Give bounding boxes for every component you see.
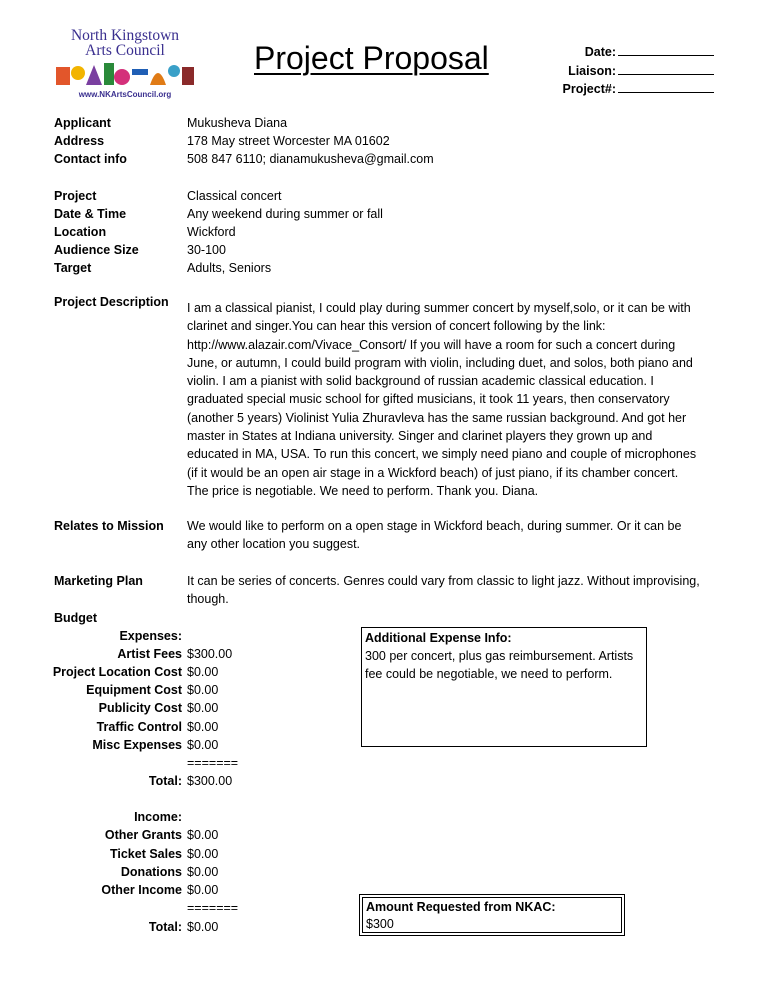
address-value: 178 May street Worcester MA 01602 xyxy=(187,134,390,148)
liaison-field xyxy=(514,62,714,78)
expenses-total-value: $300.00 xyxy=(187,774,233,788)
location-value: Wickford xyxy=(187,225,236,239)
mission-line: any other location you suggest. xyxy=(187,537,361,552)
description-line: (another 5 years) Violinist Yulia Zhuravleva has the same russian background. And got her xyxy=(187,410,687,425)
description-line: clarinet and singer.You can hear this version of concert following by the link: xyxy=(187,319,606,334)
amount-requested-value: $300 xyxy=(366,917,394,931)
income-total-value: $0.00 xyxy=(187,920,219,934)
additional-expense-label: Additional Expense Info: xyxy=(365,631,512,645)
income-value-ticket-sales: $0.00 xyxy=(187,847,219,861)
expense-value-misc: $0.00 xyxy=(187,738,219,752)
project-value: Classical concert xyxy=(187,189,282,203)
description-line: educated in MA, USA. To run this concert, we simply need piano and couple of microphones xyxy=(187,447,697,462)
marketing-line: It can be series of concerts. Genres could vary from classic to light jazz. Without improvising, xyxy=(187,574,700,588)
income-value-donations: $0.00 xyxy=(187,865,219,879)
description-line: June, or autumn, I could build program with violin, including duet, and solos, both piano and xyxy=(187,355,693,370)
expense-label-equipment-cost: Equipment Cost xyxy=(86,683,182,697)
address-label: Address xyxy=(54,134,105,148)
expense-value-artist-fees: $300.00 xyxy=(187,647,233,661)
description-line: The price is negotiable. We need to perform. Thank you. Diana. xyxy=(187,483,539,498)
applicant-label: Applicant xyxy=(54,116,111,130)
income-label-donations: Donations xyxy=(120,865,182,879)
page-title: Project Proposal xyxy=(254,40,489,76)
description-line: master in States at Indiana university. Singer and clarinet players they grown up and xyxy=(187,429,653,444)
expense-value-traffic-control: $0.00 xyxy=(187,720,219,734)
mission-label: Relates to Mission xyxy=(54,519,164,533)
project-label: Project xyxy=(54,189,97,203)
logo-line-1: North Kingstown xyxy=(70,27,180,44)
audience-value: 30-100 xyxy=(187,243,226,257)
description-line: (if it would be an open air stage in a Wickford beach) of just piano, if its chamber concert. xyxy=(187,465,679,480)
contact-value: 508 847 6110; dianamukusheva@gmail.com xyxy=(187,152,434,166)
income-value-other-income: $0.00 xyxy=(187,883,219,897)
expenses-label: Expenses: xyxy=(119,629,182,643)
mission-text xyxy=(187,517,711,554)
description-line: graduated special music school for gifted musicians, it took 11 years, then conservatory xyxy=(187,392,670,407)
project-number-blank xyxy=(618,80,714,93)
mission-line: We would like to perform on a open stage in Wickford beach, during summer. Or it can be xyxy=(187,519,682,533)
expenses-separator: ======= xyxy=(187,756,239,770)
date-field xyxy=(514,43,714,59)
marketing-line: though. xyxy=(187,592,229,607)
expense-label-misc: Misc Expenses xyxy=(92,738,182,752)
location-label: Location xyxy=(54,225,107,239)
marketing-text xyxy=(187,572,711,609)
contact-label: Contact info xyxy=(54,152,127,166)
target-value: Adults, Seniors xyxy=(187,261,272,275)
marketing-label: Marketing Plan xyxy=(54,574,143,588)
logo-artwork-icon xyxy=(54,59,196,89)
income-label-other-income: Other Income xyxy=(101,883,182,897)
applicant-value: Mukusheva Diana xyxy=(187,116,288,130)
description-line: I am a classical pianist, I could play during summer concert by myself,solo, or it can be with xyxy=(187,301,691,315)
expense-label-location-cost: Project Location Cost xyxy=(52,665,182,679)
amount-requested-label: Amount Requested from NKAC: xyxy=(366,900,556,914)
expenses-total-label: Total: xyxy=(148,774,182,788)
expense-label-traffic-control: Traffic Control xyxy=(96,720,182,734)
income-label: Income: xyxy=(134,810,182,824)
datetime-value: Any weekend during summer or fall xyxy=(187,207,383,221)
date-label: Date: xyxy=(584,45,616,59)
liaison-label: Liaison: xyxy=(568,64,616,78)
description-label: Project Description xyxy=(54,295,169,309)
additional-expense-line: 300 per concert, plus gas reimbursement. Artists xyxy=(365,649,634,663)
income-value-other-grants: $0.00 xyxy=(187,828,219,842)
nkac-logo xyxy=(50,26,200,104)
expense-value-equipment-cost: $0.00 xyxy=(187,683,219,697)
expense-label-artist-fees: Artist Fees xyxy=(117,647,182,661)
additional-expense-line: fee could be negotiable, we need to perform. xyxy=(365,667,613,681)
logo-url: www.NKArtsCouncil.org xyxy=(78,90,172,99)
description-text xyxy=(187,299,711,500)
amount-requested-box xyxy=(359,894,625,936)
income-separator: ======= xyxy=(187,901,239,915)
project-number-label: Project#: xyxy=(562,82,616,96)
description-line: http://www.alazair.com/Vivace_Consort/ If you will have a room for such a concert during xyxy=(187,337,676,352)
budget-label: Budget xyxy=(54,611,98,625)
income-label-other-grants: Other Grants xyxy=(104,828,182,842)
additional-expense-box xyxy=(361,627,647,747)
target-label: Target xyxy=(54,261,92,275)
expense-value-location-cost: $0.00 xyxy=(187,665,219,679)
liaison-blank xyxy=(618,62,714,75)
expense-value-publicity-cost: $0.00 xyxy=(187,701,219,715)
logo-line-2: Arts Council xyxy=(85,42,165,59)
income-total-label: Total: xyxy=(148,920,182,934)
income-label-ticket-sales: Ticket Sales xyxy=(109,847,182,861)
expense-label-publicity-cost: Publicity Cost xyxy=(98,701,182,715)
date-blank xyxy=(618,43,714,56)
amount-requested-inner xyxy=(362,897,622,933)
project-number-field xyxy=(514,80,714,96)
datetime-label: Date & Time xyxy=(54,207,127,221)
description-line: violin. I am a pianist with solid background of russian academic classical education. I xyxy=(187,374,654,389)
audience-label: Audience Size xyxy=(54,243,139,257)
